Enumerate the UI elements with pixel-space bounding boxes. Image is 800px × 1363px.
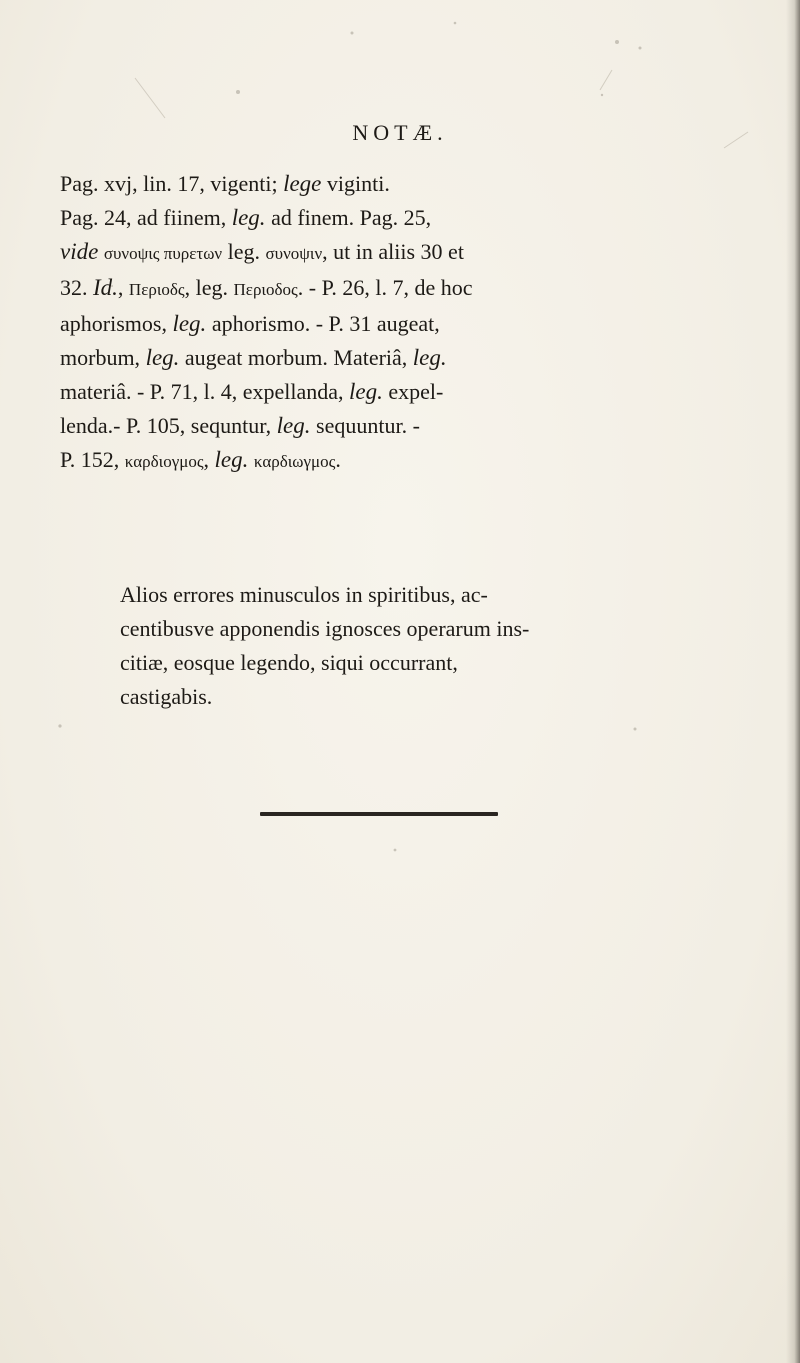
italic-correction-marker: vide <box>60 239 99 264</box>
errata-text: 32. <box>60 275 93 300</box>
errata-text: sequuntur. - <box>310 413 420 438</box>
greek-word: καρδιωγμος <box>253 452 336 471</box>
errata-text: Pag. xvj, lin. 17, vigenti; <box>60 171 284 196</box>
italic-correction-marker: lege <box>283 171 322 196</box>
errata-text: , <box>117 275 129 300</box>
greek-word: συνοψις πυρετων <box>103 244 223 263</box>
errata-line <box>60 235 760 271</box>
italic-correction-marker: leg. <box>231 205 266 230</box>
closing-line: Alios errores minusculos in spiritibus, ac- <box>120 582 488 607</box>
errata-text: aphorismos, <box>60 311 173 336</box>
errata-line <box>60 341 760 375</box>
errata-text: materiâ. - P. 71, l. 4, expellanda, <box>60 379 349 404</box>
errata-line <box>60 409 760 443</box>
greek-word: καρδιογμος <box>124 452 204 471</box>
errata-text: augeat morbum. Materiâ, <box>179 345 413 370</box>
greek-word: Περιοδος <box>233 280 298 299</box>
ornamental-rule <box>260 812 498 816</box>
errata-text: . - P. 26, l. 7, de hoc <box>297 275 473 300</box>
italic-correction-marker: Id. <box>93 275 118 300</box>
errata-line <box>60 167 760 201</box>
errata-text: , leg. <box>184 275 234 300</box>
errata-text: , ut in aliis 30 et <box>322 239 464 264</box>
closing-line: centibusve apponendis ignosces operarum ins- <box>120 616 530 641</box>
errata-text: , <box>203 447 215 472</box>
errata-text: ad finem. Pag. 25, <box>265 205 432 230</box>
greek-word: συνοψιν <box>265 244 323 263</box>
errata-line <box>60 271 760 307</box>
closing-line: castigabis. <box>120 684 213 709</box>
italic-correction-marker: leg. <box>145 345 180 370</box>
errata-text: aphorismo. - P. 31 augeat, <box>206 311 440 336</box>
errata-list <box>60 167 760 479</box>
closing-paragraph <box>120 578 680 714</box>
errata-text: viginti. <box>321 171 390 196</box>
italic-correction-marker: leg. <box>412 345 447 370</box>
errata-text: leg. <box>222 239 266 264</box>
page-heading: NOTÆ. <box>352 120 448 145</box>
errata-line <box>60 307 760 341</box>
italic-correction-marker: leg. <box>348 379 383 404</box>
italic-correction-marker: leg. <box>276 413 311 438</box>
errata-line <box>60 443 760 479</box>
errata-text: expel- <box>382 379 444 404</box>
closing-line: citiæ, eosque legendo, siqui occurrant, <box>120 650 458 675</box>
errata-text: P. 152, <box>60 447 125 472</box>
errata-line <box>60 375 760 409</box>
page-edge-shadow <box>786 0 800 1363</box>
greek-word: Περιοδς <box>128 280 185 299</box>
errata-text: Pag. 24, ad fiinem, <box>60 205 232 230</box>
italic-correction-marker: leg. <box>172 311 207 336</box>
errata-text: lenda.- P. 105, sequntur, <box>60 413 277 438</box>
errata-line <box>60 201 760 235</box>
errata-text: morbum, <box>60 345 146 370</box>
italic-correction-marker: leg. <box>214 447 249 472</box>
errata-text: . <box>335 447 341 472</box>
